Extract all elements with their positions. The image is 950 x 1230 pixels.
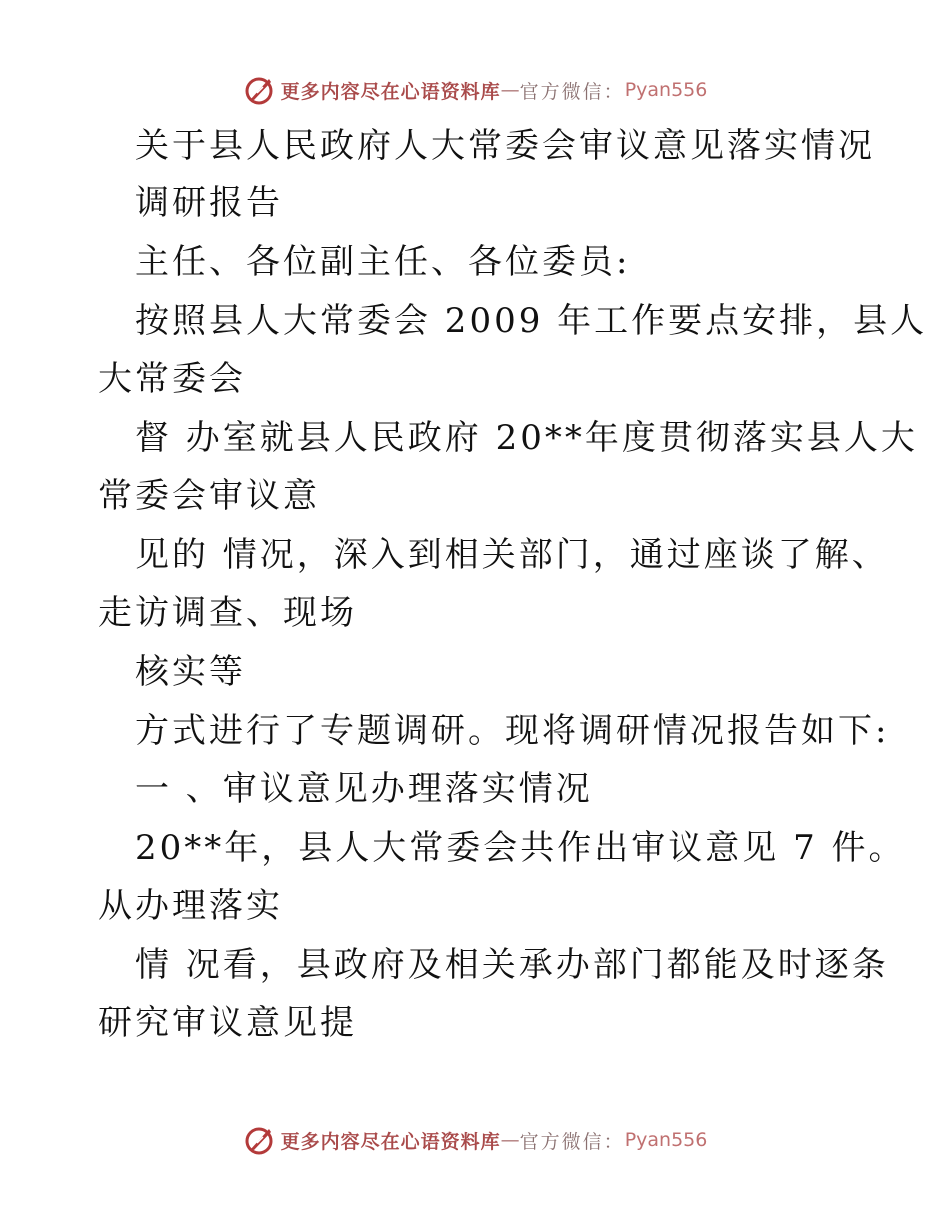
paragraph-line: 核实等 — [135, 652, 246, 692]
paragraph-line: 从办理落实 — [98, 886, 283, 926]
quill-logo-icon — [243, 73, 277, 107]
watermark-dash: — — [500, 1129, 520, 1151]
watermark-header — [0, 70, 950, 110]
paragraph-line: 情 况看，县政府及相关承办部门都能及时逐条 — [135, 945, 889, 985]
paragraph-line: 走访调查、现场 — [98, 593, 357, 633]
watermark-official-label: 官方微信： — [519, 80, 625, 103]
watermark-brand: 更多内容尽在心语资料库 — [280, 1130, 501, 1153]
paragraph-line: 研究审议意见提 — [98, 1003, 357, 1043]
watermark-dash: — — [500, 79, 520, 101]
paragraph-line: 按照县人大常委会 2009 年工作要点安排，县人 — [135, 301, 928, 341]
quill-logo-icon — [243, 1123, 277, 1157]
paragraph-line: 见的 情况，深入到相关部门，通过座谈了解、 — [135, 535, 889, 575]
salutation: 主任、各位副主任、各位委员: — [135, 242, 631, 282]
document-title: 关于县人民政府人大常委会审议意见落实情况 — [135, 126, 875, 166]
paragraph-line: 方式进行了专题调研。现将调研情况报告如下: — [135, 711, 890, 751]
watermark-wechat-id: Pyan556 — [624, 79, 708, 101]
section-heading: 一 、审议意见办理落实情况 — [135, 769, 593, 809]
document-subtitle: 调研报告 — [135, 183, 283, 223]
watermark-official-label: 官方微信： — [519, 1130, 625, 1153]
watermark-wechat-id: Pyan556 — [624, 1129, 708, 1151]
watermark-brand: 更多内容尽在心语资料库 — [280, 80, 501, 103]
paragraph-line: 常委会审议意 — [98, 476, 320, 516]
paragraph-line: 大常委会 — [98, 359, 246, 399]
paragraph-line: 督 办室就县人民政府 20**年度贯彻落实县人大 — [135, 418, 918, 458]
paragraph-line: 20**年，县人大常委会共作出审议意见 7 件。 — [135, 828, 906, 868]
watermark-footer — [0, 1120, 950, 1160]
